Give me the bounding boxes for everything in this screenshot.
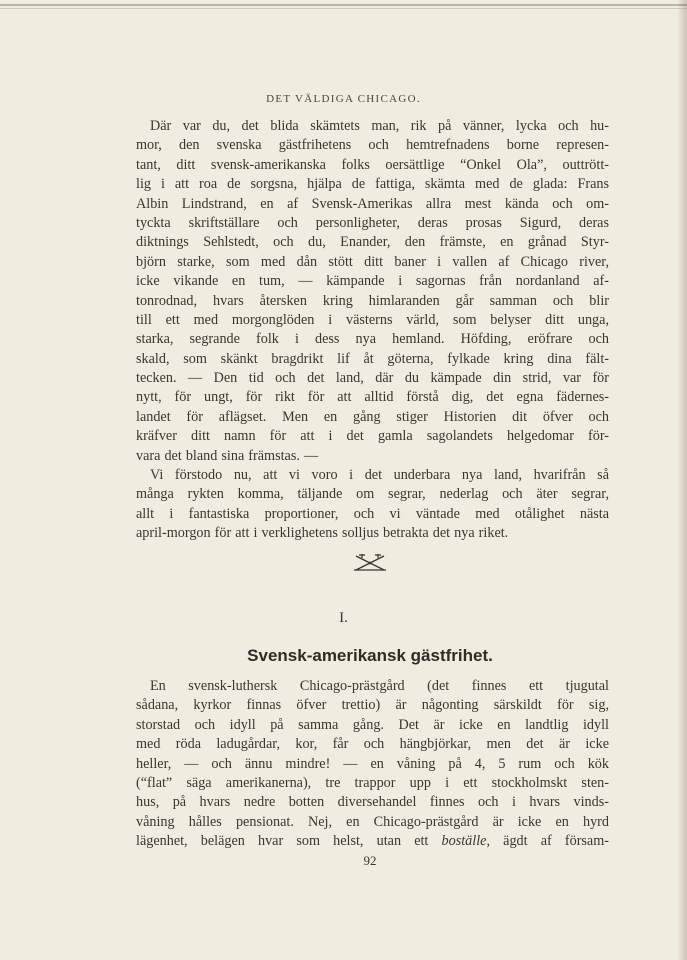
text-block-lower: [136, 677, 609, 852]
page-edge-shadow: [677, 0, 687, 960]
text-line: En svensk-luthersk Chicago-prästgård (det finnes ett tjugutal: [150, 678, 609, 694]
ornament-icon: [352, 552, 388, 572]
page-number: 92: [363, 853, 377, 868]
text-segment: lägenhet, belägen hvar som helst, utan ett: [136, 833, 442, 850]
text-line: allt i fantastiska proportioner, och vi väntade med otålighet nästa: [136, 505, 609, 522]
section-number: I.: [339, 610, 348, 626]
italic-word: boställe: [441, 833, 487, 850]
section-heading: Svensk-amerikansk gästfrihet.: [247, 646, 493, 665]
text-line: Vi förstodo nu, att vi voro i det underbara nya land, hvarifrån så: [150, 467, 609, 484]
text-block-upper: [136, 117, 609, 544]
text-line: skald, som skänkt bragdrikt lif åt göterna, fylkade kring dina fält-: [136, 350, 609, 367]
text-line: Där var du, det blida skämtets man, rik på vänner, lycka och hu-: [150, 118, 609, 134]
text-line: tecken. — Den tid och det land, där du kämpade din strid, var för: [136, 370, 609, 387]
paragraph-3: [136, 677, 609, 852]
text-line: heller, — och ännu mindre! — en våning på 4, 5 rum och kök: [136, 755, 609, 772]
text-line: icke vikande en tum, — kämpande i sagornas från nordanland af-: [136, 273, 609, 290]
text-line: (“flat” säga amerikanerna), tre trappor upp i ett stockholmskt sten-: [136, 774, 609, 791]
text-line: Albin Lindstrand, en af Svensk-Amerikas allra mest kända och om-: [136, 195, 609, 212]
text-line: sådana, kyrkor finnas öfver trettio) är någonting särskildt för sig,: [136, 697, 609, 714]
text-line: tonrodnad, hvars återsken kring himlaranden går samman och blir: [136, 292, 609, 309]
text-line: till ett med morgonglöden i västerns värld, som belyser ditt unga,: [136, 311, 609, 328]
text-line: lig i att roa de sorgsna, hjälpa de fattiga, skämta med de glada: Frans: [136, 176, 609, 193]
text-line: våning hålles pensionat. Nej, en Chicago-prästgård är icke en hyrd: [136, 813, 609, 830]
text-line: nytt, för ungt, för rikt för att alltid förstå dig, det egna fädernes-: [136, 389, 609, 406]
text-line: landet för aflägset. Men en gång stiger Historien dit öfver och: [136, 408, 609, 425]
text-line: med röda ladugårdar, kor, får och hängbjörkar, men det är icke: [136, 736, 609, 753]
text-line: tyckta skriftställare och personligheter, deras prosas Sigurd, deras: [136, 214, 609, 231]
text-line: många rykten komma, täljande om segrar, nederlag och äter segrar,: [136, 486, 609, 503]
running-head: DET VÄLDIGA CHICAGO.: [266, 93, 421, 105]
paragraph-2: [136, 466, 609, 544]
text-line: hus, på hvars nedre botten diversehandel finnes och i hvars vinds-: [136, 794, 609, 811]
text-segment: , ägdt af försam-: [486, 833, 609, 850]
text-line: mor, den svenska gästfrihetens och hemtrefnadens borne represen-: [136, 137, 609, 154]
paragraph-1: [136, 117, 609, 466]
text-line: storstad och idyll på samma gång. Det är icke en landtlig idyll: [136, 716, 609, 733]
page-edge-rule-thin: [0, 8, 687, 9]
text-line: starka, segrande folk i dess nya hemland. Höfding, eröfrare och: [136, 331, 609, 348]
text-line-last: [136, 832, 609, 851]
text-line: björn starke, som med dån stött ditt baner i vallen af Chicago river,: [136, 253, 609, 270]
text-line: vara det bland sina främstas. —: [136, 447, 319, 464]
text-line: april-morgon för att i verklighetens solljus betrakta det nya riket.: [136, 525, 509, 542]
text-line: diktnings Sehlstedt, och du, Enander, den främste, en grånad Styr-: [136, 234, 609, 251]
page-edge-rule: [0, 4, 687, 6]
text-line: kräfver ditt namn för att i det gamla sagolandets helgedomar för-: [136, 428, 609, 445]
text-line: tant, ditt svensk-amerikanska folks oersättlige “Onkel Ola”, outtrött-: [136, 156, 609, 173]
